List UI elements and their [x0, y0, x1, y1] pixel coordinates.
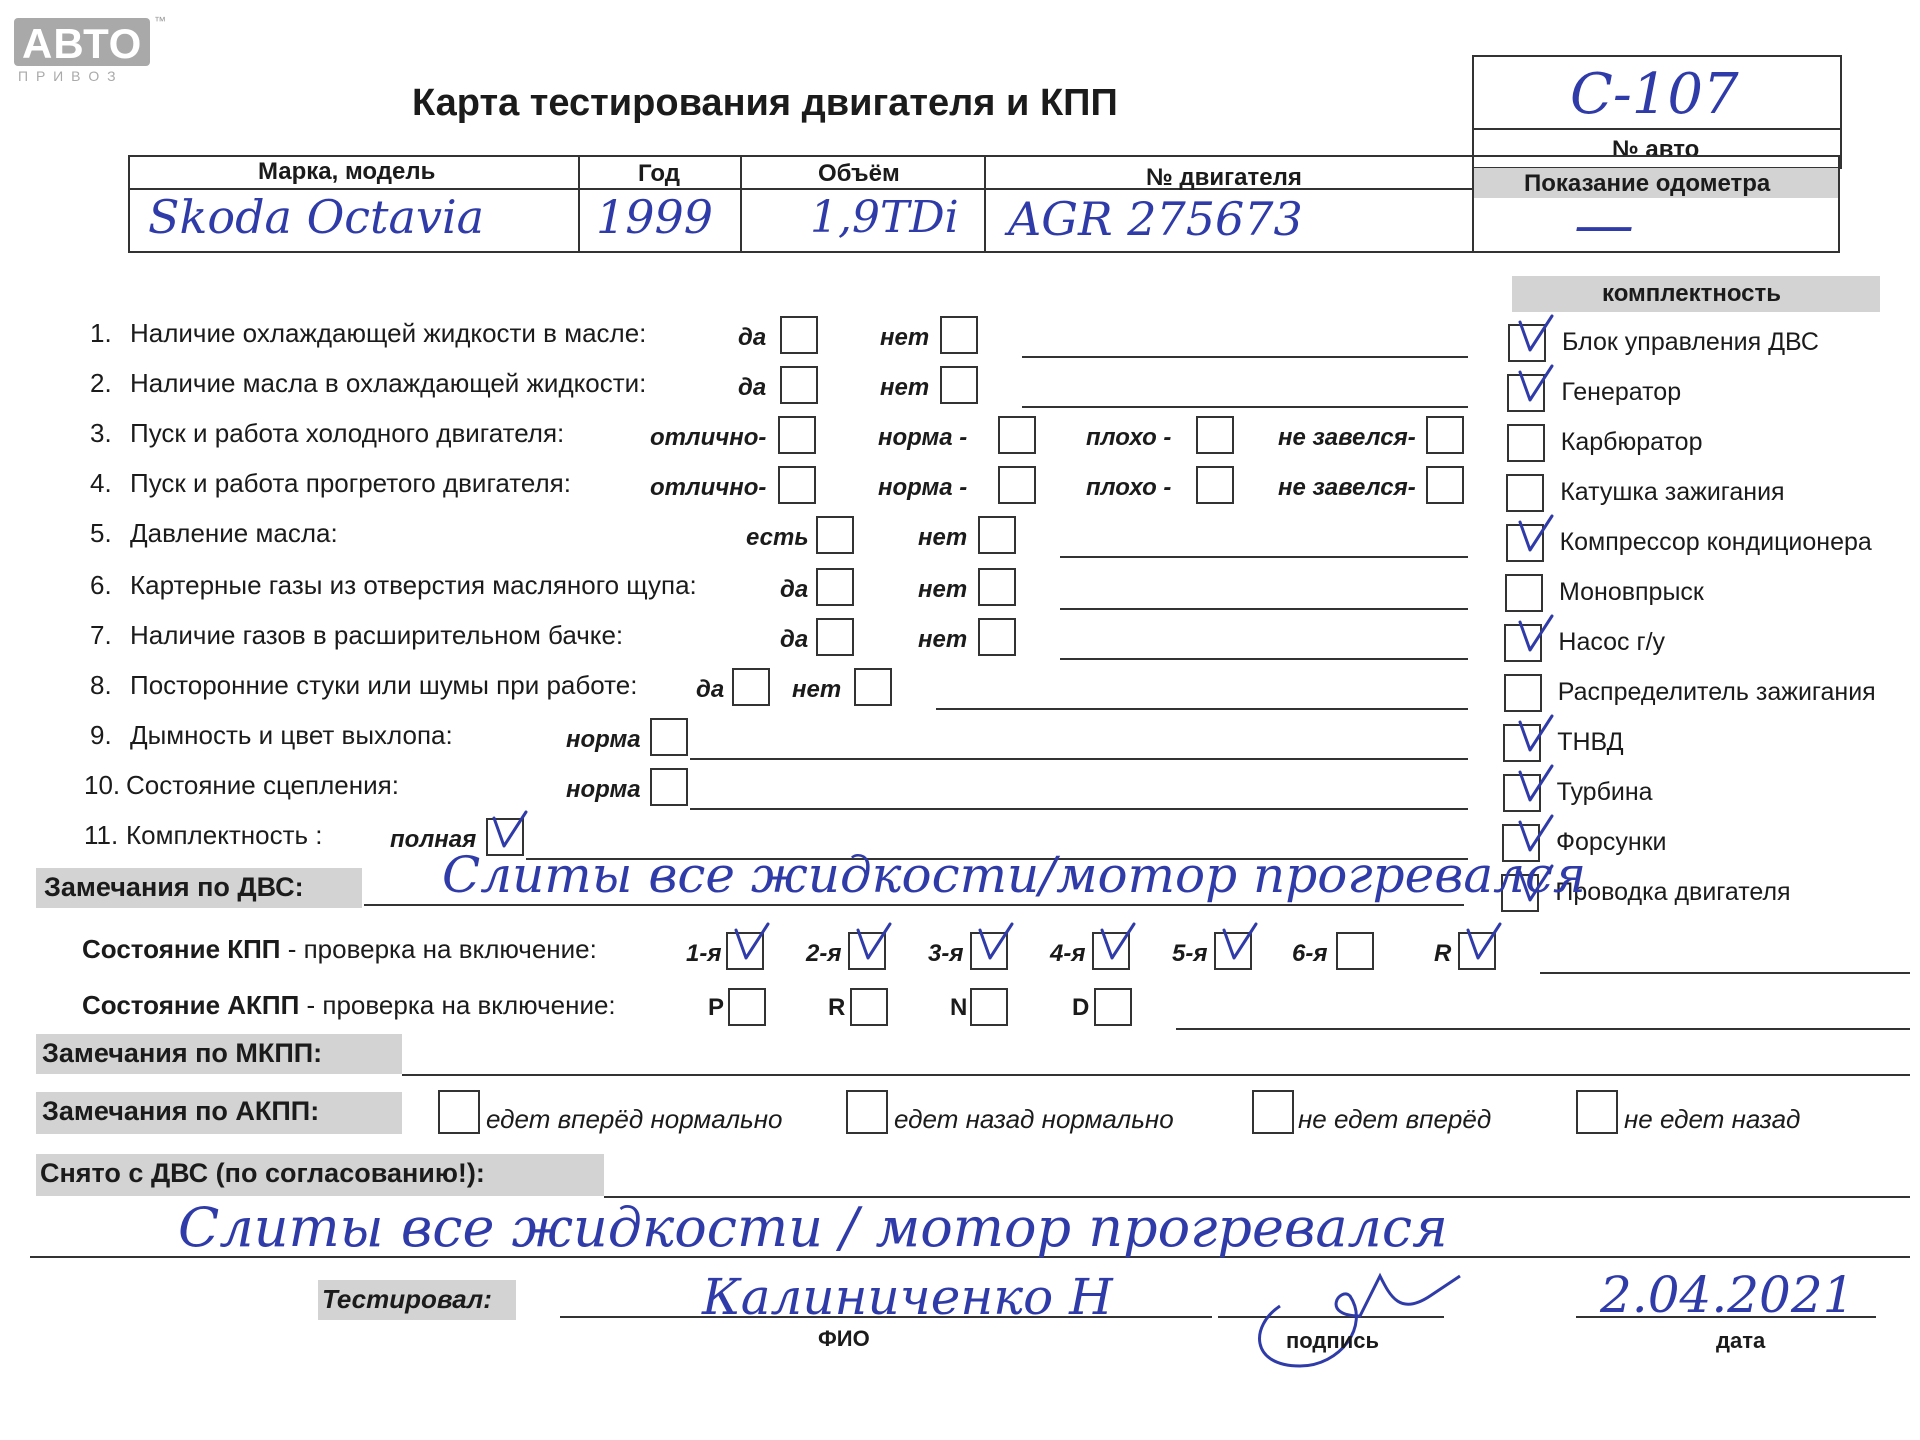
- gear-label: 5-я: [1172, 940, 1208, 967]
- akpp-remark-checkbox[interactable]: [1576, 1090, 1618, 1134]
- option-checkbox[interactable]: [1426, 416, 1464, 454]
- gear-label: 2-я: [806, 940, 842, 967]
- option-label: норма: [566, 726, 641, 753]
- checkmark-icon: [1514, 364, 1554, 408]
- option-label: норма -: [878, 474, 968, 501]
- option-checkbox[interactable]: [778, 416, 816, 454]
- akpp-remark-option: едет назад нормально: [894, 1104, 1174, 1134]
- completeness-title: комплектность: [1602, 280, 1782, 307]
- signature: [1230, 1256, 1490, 1376]
- checkmark-icon: [1514, 764, 1554, 808]
- completeness-item: Катушка зажигания: [1560, 478, 1785, 506]
- akpp-mode-label: N: [950, 994, 968, 1021]
- option-label: полная: [390, 826, 477, 853]
- val-engine-no: AGR 275673: [1008, 192, 1303, 246]
- completeness-item: Форсунки: [1556, 828, 1667, 856]
- option-checkbox[interactable]: [854, 668, 892, 706]
- completeness-item: Насос г/у: [1558, 628, 1666, 656]
- gear-label: 3-я: [928, 940, 964, 967]
- col-model: Марка, модель: [258, 158, 436, 185]
- option-checkbox[interactable]: [998, 416, 1036, 454]
- option-label: нет: [792, 676, 842, 703]
- remarks-engine-value: Слиты все жидкости/мотор прогревался: [442, 846, 1587, 904]
- col-volume: Объём: [818, 160, 900, 187]
- akpp-mode-checkbox[interactable]: [1094, 988, 1132, 1026]
- completeness-checkbox[interactable]: [1504, 674, 1542, 712]
- tested-date: 2.04.2021: [1600, 1266, 1855, 1324]
- col-year: Год: [638, 160, 680, 187]
- akpp-remark-option: едет вперёд нормально: [486, 1104, 783, 1134]
- akpp-remark-checkbox[interactable]: [1252, 1090, 1294, 1134]
- gear-checkbox[interactable]: [1336, 932, 1374, 970]
- option-checkbox[interactable]: [1196, 466, 1234, 504]
- completeness-item: Компрессор кондиционера: [1559, 528, 1872, 556]
- completeness-item: Блок управления ДВС: [1562, 328, 1819, 356]
- completeness-checkbox[interactable]: [1505, 574, 1543, 612]
- kpp-label: Состояние КПП - проверка на включение:: [82, 934, 597, 964]
- option-checkbox[interactable]: [780, 316, 818, 354]
- option-label: не завелся-: [1278, 474, 1416, 501]
- akpp-label: Состояние АКПП - проверка на включение:: [82, 990, 616, 1020]
- col-engine-no: № двигателя: [1146, 164, 1302, 191]
- option-label: плохо -: [1086, 424, 1172, 451]
- option-checkbox[interactable]: [940, 366, 978, 404]
- completeness-item: Генератор: [1561, 378, 1682, 406]
- option-label: норма -: [878, 424, 968, 451]
- option-label: не завелся-: [1278, 424, 1416, 451]
- tested-label: Тестировал:: [322, 1284, 492, 1314]
- check-num: 3.: [90, 418, 112, 448]
- check-text: Наличие охлаждающей жидкости в масле:: [130, 318, 647, 348]
- option-label: отлично-: [650, 474, 767, 501]
- option-checkbox[interactable]: [816, 516, 854, 554]
- option-label: отлично-: [650, 424, 767, 451]
- checkmark-icon: [1514, 714, 1554, 758]
- check-num: 5.: [90, 518, 112, 548]
- checkmark-icon: [974, 922, 1014, 966]
- option-label: нет: [880, 324, 930, 351]
- checkmark-icon: [1514, 314, 1554, 358]
- logo-tm: ™: [154, 14, 166, 28]
- check-num: 1.: [90, 318, 112, 348]
- tested-name: Калиниченко Н: [702, 1268, 1113, 1326]
- option-checkbox[interactable]: [732, 668, 770, 706]
- gear-label: 1-я: [686, 940, 722, 967]
- checkmark-icon: [852, 922, 892, 966]
- option-checkbox[interactable]: [1426, 466, 1464, 504]
- check-num: 8.: [90, 670, 112, 700]
- gear-label: 4-я: [1050, 940, 1086, 967]
- fio-label: ФИО: [818, 1326, 870, 1351]
- remarks-akpp-label: Замечания по АКПП:: [42, 1096, 320, 1126]
- option-checkbox[interactable]: [650, 718, 688, 756]
- check-num: 9.: [90, 720, 112, 750]
- check-text: Давление масла:: [130, 518, 338, 548]
- option-label: есть: [746, 524, 809, 551]
- val-volume: 1,9TDi: [810, 192, 959, 243]
- option-label: да: [780, 576, 809, 603]
- akpp-mode-label: R: [828, 994, 846, 1021]
- sign-label: подпись: [1286, 1328, 1379, 1353]
- logo-text: АВТО: [22, 20, 143, 67]
- completeness-item: Турбина: [1556, 778, 1653, 806]
- option-label: нет: [918, 576, 968, 603]
- odometer-value: —: [1574, 190, 1634, 260]
- check-text: Пуск и работа прогретого двигателя:: [130, 468, 571, 498]
- option-checkbox[interactable]: [1196, 416, 1234, 454]
- odometer-label: Показание одометра: [1524, 170, 1771, 197]
- removed-value: Слиты все жидкости / мотор прогревался: [178, 1196, 1448, 1259]
- check-text: Пуск и работа холодного двигателя:: [130, 418, 565, 448]
- checkmark-icon: [1514, 514, 1554, 558]
- option-label: да: [738, 324, 767, 351]
- option-label: нет: [918, 524, 968, 551]
- option-checkbox[interactable]: [650, 768, 688, 806]
- option-checkbox[interactable]: [978, 568, 1016, 606]
- akpp-mode-checkbox[interactable]: [728, 988, 766, 1026]
- option-label: норма: [566, 776, 641, 803]
- akpp-mode-checkbox[interactable]: [970, 988, 1008, 1026]
- option-checkbox[interactable]: [978, 618, 1016, 656]
- gear-label: R: [1434, 940, 1452, 967]
- val-year: 1999: [596, 190, 714, 244]
- check-num: 6.: [90, 570, 112, 600]
- akpp-remark-checkbox[interactable]: [438, 1090, 480, 1134]
- check-text: Состояние сцепления:: [126, 770, 399, 800]
- checkmark-icon: [1096, 922, 1136, 966]
- page-title: Карта тестирования двигателя и КПП: [412, 82, 1118, 124]
- checkmark-icon: [1514, 614, 1554, 658]
- check-num: 11.: [84, 820, 119, 850]
- option-checkbox[interactable]: [816, 618, 854, 656]
- option-label: нет: [880, 374, 930, 401]
- check-num: 2.: [90, 368, 112, 398]
- check-num: 7.: [90, 620, 112, 650]
- completeness-item: Карбюратор: [1560, 428, 1703, 456]
- akpp-remark-option: не едет назад: [1624, 1104, 1801, 1134]
- option-checkbox[interactable]: [780, 366, 818, 404]
- akpp-remark-checkbox[interactable]: [846, 1090, 888, 1134]
- option-checkbox[interactable]: [998, 466, 1036, 504]
- check-text: Картерные газы из отверстия масляного щупа:: [130, 570, 697, 600]
- option-checkbox[interactable]: [978, 516, 1016, 554]
- akpp-mode-checkbox[interactable]: [850, 988, 888, 1026]
- akpp-remark-option: не едет вперёд: [1298, 1104, 1492, 1134]
- completeness-checkbox[interactable]: [1507, 424, 1545, 462]
- checkmark-icon: [1462, 922, 1502, 966]
- gear-label: 6-я: [1292, 940, 1328, 967]
- check-num: 4.: [90, 468, 112, 498]
- remarks-engine-label: Замечания по ДВС:: [44, 872, 304, 902]
- option-label: нет: [918, 626, 968, 653]
- completeness-item: Проводка двигателя: [1555, 878, 1791, 906]
- logo: [14, 14, 166, 67]
- removed-label: Снято с ДВС (по согласованию!):: [40, 1158, 485, 1188]
- date-label: дата: [1716, 1328, 1766, 1353]
- check-text: Посторонние стуки или шумы при работе:: [130, 670, 638, 700]
- option-label: да: [780, 626, 809, 653]
- car-number-value: С-107: [1570, 62, 1739, 127]
- option-label: плохо -: [1086, 474, 1172, 501]
- check-text: Наличие масла в охлаждающей жидкости:: [130, 368, 647, 398]
- completeness-item: Распределитель зажигания: [1557, 678, 1876, 706]
- val-model: Skoda Octavia: [148, 190, 485, 244]
- check-text: Дымность и цвет выхлопа:: [130, 720, 453, 750]
- option-label: да: [696, 676, 725, 703]
- check-text: Комплектность :: [126, 820, 323, 850]
- completeness-item: Моновпрыск: [1559, 578, 1704, 606]
- checkmark-icon: [730, 922, 770, 966]
- logo-subtext: П Р И В О З: [18, 68, 118, 84]
- check-text: Наличие газов в расширительном бачке:: [130, 620, 624, 650]
- check-num: 10.: [84, 770, 121, 800]
- option-label: да: [738, 374, 767, 401]
- akpp-mode-label: P: [708, 994, 725, 1021]
- remarks-mkpp-label: Замечания по МКПП:: [42, 1038, 323, 1068]
- completeness-checkbox[interactable]: [1506, 474, 1544, 512]
- option-checkbox[interactable]: [940, 316, 978, 354]
- car-number-label: № авто: [1612, 136, 1700, 163]
- option-checkbox[interactable]: [778, 466, 816, 504]
- akpp-mode-label: D: [1072, 994, 1090, 1021]
- option-checkbox[interactable]: [816, 568, 854, 606]
- checkmark-icon: [1218, 922, 1258, 966]
- completeness-item: ТНВД: [1557, 728, 1624, 756]
